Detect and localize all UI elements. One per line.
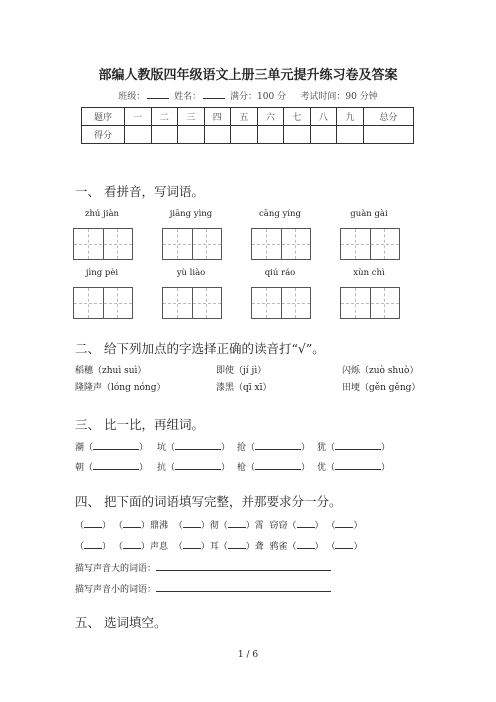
writing-grid[interactable] xyxy=(340,228,400,260)
section-3-heading: 三、 比一比，再组词。 xyxy=(75,417,204,432)
compare-item xyxy=(237,460,310,473)
score-cell[interactable] xyxy=(284,126,311,144)
score-header-cell: 九 xyxy=(337,108,364,126)
word-part: 耳 xyxy=(209,542,219,552)
soft-answer-line[interactable] xyxy=(156,582,331,592)
class-label: 班级： xyxy=(118,92,146,102)
bracket: ） xyxy=(381,443,391,453)
char-label: 枪（ xyxy=(237,463,256,473)
bracket: ） xyxy=(102,521,112,531)
writing-grid[interactable] xyxy=(251,228,311,260)
bracket: ） xyxy=(200,542,210,552)
answer-blank[interactable] xyxy=(123,518,141,528)
bracket: ） xyxy=(314,542,324,552)
score-cell[interactable] xyxy=(151,126,178,144)
bracket: ） xyxy=(301,463,311,473)
score-cell[interactable] xyxy=(363,126,413,144)
soft-label: 描写声音小的词语： xyxy=(75,585,157,595)
writing-grid[interactable] xyxy=(162,287,222,319)
bracket: （ xyxy=(113,521,123,531)
section-2-heading: 二、 给下列加点的字选择正确的读音打“√”。 xyxy=(75,341,325,356)
char-label: 潮（ xyxy=(75,443,94,453)
bracket: ） xyxy=(314,521,324,531)
answer-blank[interactable] xyxy=(335,460,381,470)
answer-blank[interactable] xyxy=(84,518,102,528)
bracket: （ xyxy=(113,542,123,552)
score-row-label: 得分 xyxy=(82,126,125,144)
bracket: （ xyxy=(326,521,336,531)
score-header-cell: 八 xyxy=(310,108,337,126)
score-cell[interactable] xyxy=(257,126,284,144)
pinyin-label: cāng yíng xyxy=(259,209,301,219)
bracket: ） xyxy=(245,521,255,531)
char-label: 犹（ xyxy=(317,443,336,453)
fill-row-1 xyxy=(75,518,362,531)
writing-grid[interactable] xyxy=(251,287,311,319)
score-header-cell: 七 xyxy=(284,108,311,126)
answer-blank[interactable] xyxy=(183,518,201,528)
reading-item[interactable]: 漆黑（qī xī） xyxy=(216,383,272,393)
writing-grid[interactable] xyxy=(340,287,400,319)
char-label: 抢（ xyxy=(237,443,256,453)
reading-item[interactable]: 稻穗（zhuì suì） xyxy=(75,366,147,376)
bracket: （ xyxy=(326,542,336,552)
bracket: （ xyxy=(173,521,183,531)
pinyin-label: qiú ráo xyxy=(264,268,296,278)
answer-blank[interactable] xyxy=(255,440,301,450)
char-label: 坑（ xyxy=(157,443,176,453)
exam-info xyxy=(0,89,496,102)
word-part: 窃窃 xyxy=(269,521,288,531)
document-title: 部编人教版四年级语文上册三单元提升练习卷及答案 xyxy=(98,68,398,83)
bracket: ） xyxy=(353,521,363,531)
bracket: ） xyxy=(301,443,311,453)
compare-item xyxy=(237,440,310,453)
score-header-cell: 一 xyxy=(125,108,152,126)
bracket: ） xyxy=(102,542,112,552)
compare-item xyxy=(75,460,148,473)
reading-item[interactable]: 隆隆声（lóng nóng） xyxy=(75,383,166,393)
score-cell[interactable] xyxy=(337,126,364,144)
compare-item xyxy=(157,440,230,453)
section-4-heading: 四、 把下面的词语填写完整，并那要求分一分。 xyxy=(75,494,342,509)
loud-words-row xyxy=(75,561,331,574)
compare-item xyxy=(317,460,390,473)
score-header-cell: 四 xyxy=(204,108,231,126)
score-cell[interactable] xyxy=(310,126,337,144)
soft-words-row xyxy=(75,582,331,595)
score-header-row xyxy=(82,108,414,126)
pinyin-label: xùn chì xyxy=(353,268,385,278)
bracket: ） xyxy=(381,463,391,473)
score-table xyxy=(81,107,414,144)
pinyin-label: jìng pèi xyxy=(85,268,119,278)
answer-blank[interactable] xyxy=(297,518,315,528)
bracket: （ xyxy=(218,542,228,552)
char-label: 朝（ xyxy=(75,463,94,473)
fill-row-2 xyxy=(75,539,362,552)
answer-blank[interactable] xyxy=(123,539,141,549)
answer-blank[interactable] xyxy=(175,460,221,470)
class-blank[interactable] xyxy=(147,90,169,99)
score-header-cell: 六 xyxy=(257,108,284,126)
bracket: （ xyxy=(75,521,85,531)
answer-blank[interactable] xyxy=(228,518,246,528)
bracket: （ xyxy=(287,521,297,531)
reading-item[interactable]: 闪烁（zuò shuò） xyxy=(342,366,419,376)
full-score: 满分：100 分 xyxy=(230,92,287,102)
answer-blank[interactable] xyxy=(93,440,139,450)
writing-grid[interactable] xyxy=(162,228,222,260)
pinyin-label: yù liào xyxy=(176,268,206,278)
pinyin-label: guàn gài xyxy=(350,209,388,219)
pinyin-label: jiāng yìng xyxy=(169,209,213,219)
bracket: ） xyxy=(140,542,150,552)
score-row xyxy=(82,126,414,144)
bracket: ） xyxy=(139,463,149,473)
loud-answer-line[interactable] xyxy=(156,561,331,571)
answer-blank[interactable] xyxy=(335,440,381,450)
bracket: ） xyxy=(200,521,210,531)
section-1-heading: 一、 看拼音，写词语。 xyxy=(75,184,204,199)
answer-blank[interactable] xyxy=(335,539,353,549)
word-part: 聋 xyxy=(254,542,264,552)
bracket: （ xyxy=(75,542,85,552)
loud-label: 描写声音大的词语： xyxy=(75,564,157,574)
score-header-cell: 二 xyxy=(151,108,178,126)
name-blank[interactable] xyxy=(203,90,225,99)
score-header-cell: 三 xyxy=(178,108,205,126)
answer-blank[interactable] xyxy=(183,539,201,549)
writing-grid[interactable] xyxy=(73,228,133,260)
compare-item xyxy=(317,440,390,453)
reading-item[interactable]: 即使（jí jì） xyxy=(216,366,267,376)
char-label: 优（ xyxy=(317,463,336,473)
word-part: 霄 xyxy=(254,521,264,531)
bracket: ） xyxy=(245,542,255,552)
word-part: 鸦雀 xyxy=(269,542,288,552)
reading-item[interactable]: 田埂（gěn gěng） xyxy=(342,383,421,393)
answer-blank[interactable] xyxy=(255,460,301,470)
answer-blank[interactable] xyxy=(175,440,221,450)
score-cell[interactable] xyxy=(204,126,231,144)
answer-blank[interactable] xyxy=(228,539,246,549)
score-cell[interactable] xyxy=(125,126,152,144)
word-part: 鼎沸 xyxy=(149,521,168,531)
name-label: 姓名： xyxy=(174,92,202,102)
pinyin-label: zhú jiàn xyxy=(84,209,120,219)
bracket: ） xyxy=(140,521,150,531)
bracket: （ xyxy=(218,521,228,531)
bracket: （ xyxy=(287,542,297,552)
answer-blank[interactable] xyxy=(297,539,315,549)
answer-blank[interactable] xyxy=(93,460,139,470)
score-header-cell: 题序 xyxy=(82,108,125,126)
section-5-heading: 五、 选词填空。 xyxy=(75,615,167,630)
exam-time: 考试时间：90 分钟 xyxy=(300,92,378,102)
compare-item xyxy=(75,440,148,453)
bracket: ） xyxy=(353,542,363,552)
bracket: ） xyxy=(139,443,149,453)
score-cell[interactable] xyxy=(231,126,258,144)
writing-grid[interactable] xyxy=(73,287,133,319)
compare-item xyxy=(157,460,230,473)
score-cell[interactable] xyxy=(178,126,205,144)
char-label: 抗（ xyxy=(157,463,176,473)
bracket: （ xyxy=(173,542,183,552)
word-part: 声息 xyxy=(149,542,168,552)
score-header-cell: 五 xyxy=(231,108,258,126)
answer-blank[interactable] xyxy=(84,539,102,549)
bracket: ） xyxy=(221,443,231,453)
score-header-cell: 总分 xyxy=(363,108,413,126)
page-number: 1 / 6 xyxy=(237,650,259,660)
answer-blank[interactable] xyxy=(335,518,353,528)
word-part: 彻 xyxy=(209,521,219,531)
bracket: ） xyxy=(221,463,231,473)
